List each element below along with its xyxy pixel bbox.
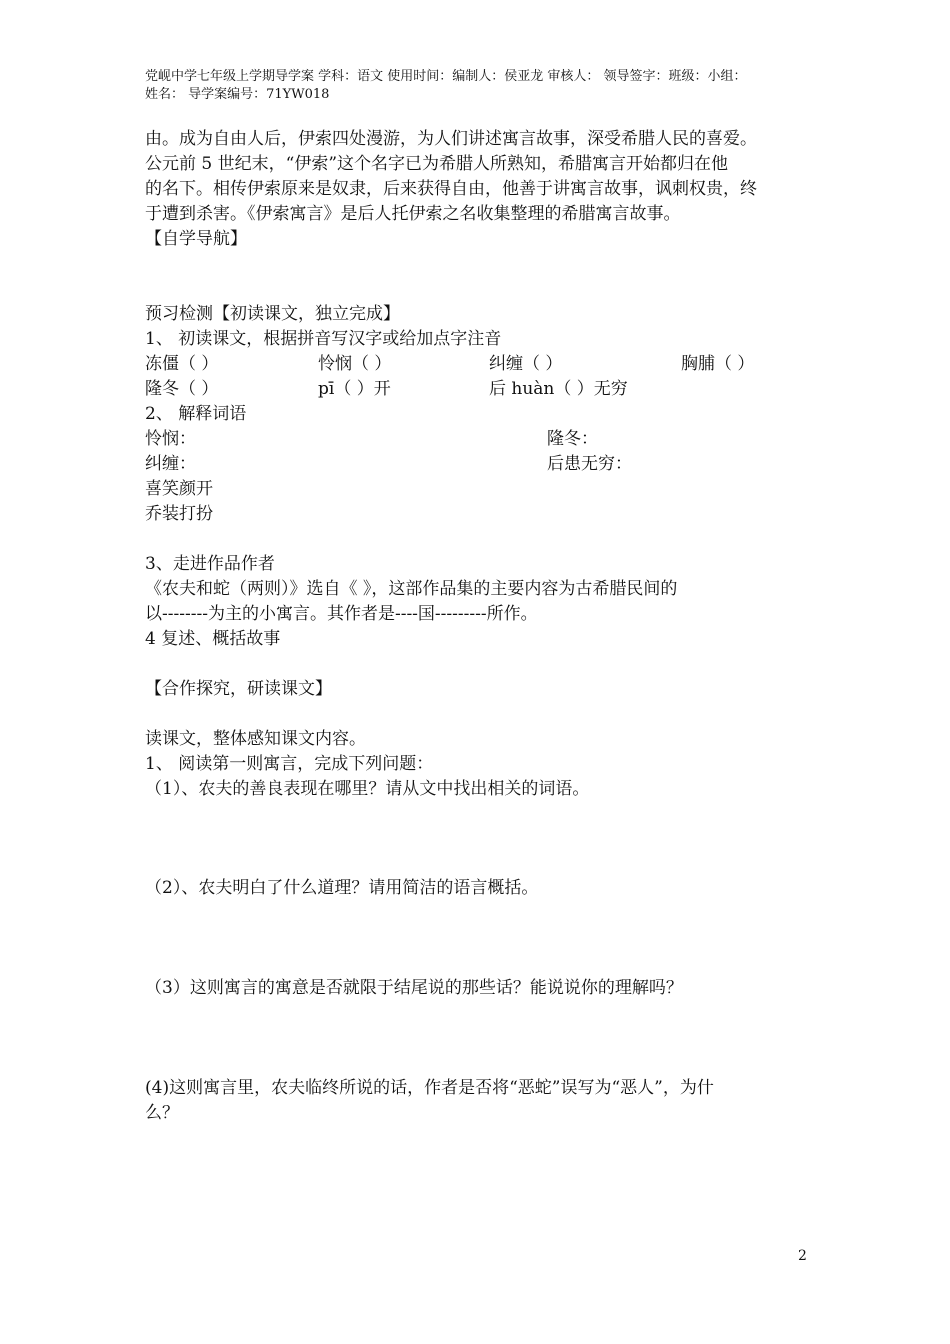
term-houhuanwuqiong: 后患无穷： <box>547 454 632 474</box>
question-4-title: 4 复述、概括故事 <box>145 629 281 649</box>
page-header <box>145 68 825 104</box>
pinyin-item-longdong: 隆冬（ ） <box>145 379 219 399</box>
sub-question-2: （2）、农夫明白了什么道理？请用简洁的语言概括。 <box>145 878 539 898</box>
cooperation-heading: 【合作探究，研读课文】 <box>145 679 332 699</box>
pinyin-item-houhuan: 后 huàn（ ）无穷 <box>489 379 628 399</box>
pinyin-item-dongjiang: 冻僵（ ） <box>145 354 219 374</box>
preview-heading: 预习检测【初读课文，独立完成】 <box>145 304 400 324</box>
page-number: 2 <box>798 1248 807 1264</box>
term-qiaozhuangdaban: 乔装打扮 <box>145 504 213 524</box>
intro-line-2: 公元前 5 世纪末，“伊索”这个名字已为希腊人所熟知，希腊寓言开始都归在他 <box>145 154 729 174</box>
sub-question-4-line-2: 么？ <box>145 1103 179 1123</box>
intro-line-1: 由。成为自由人后，伊索四处漫游，为人们讲述寓言故事，深受希腊人民的喜爱。 <box>145 129 757 149</box>
intro-line-4: 于遭到杀害。《伊索寓言》是后人托伊索之名收集整理的希腊寓言故事。 <box>145 204 681 224</box>
intro-line-3: 的名下。相传伊索原来是奴隶，后来获得自由，他善于讲寓言故事，讽刺权贵，终 <box>145 179 757 199</box>
header-line-2: 姓名： 导学案编号：71YW018 <box>145 87 330 102</box>
pinyin-item-pikai: pī（ ）开 <box>318 379 391 399</box>
reading-question-1: 1、 阅读第一则寓言，完成下列问题： <box>145 754 434 774</box>
pinyin-item-xiongpu: 胸脯（ ） <box>681 354 755 374</box>
question-3-title: 3、走进作品作者 <box>145 554 275 574</box>
pinyin-item-jiuchan: 纠缠（ ） <box>489 354 563 374</box>
term-longdong: 隆冬： <box>547 429 598 449</box>
sub-question-4-line-1: (4)这则寓言里，农夫临终所说的话，作者是否将“恶蛇”误写为“恶人”，为什 <box>145 1078 714 1098</box>
sub-question-3: （3）这则寓言的寓意是否就限于结尾说的那些话？能说说你的理解吗？ <box>145 978 683 998</box>
question-2-title: 2、 解释词语 <box>145 404 247 424</box>
sub-question-1: （1）、农夫的善良表现在哪里？请从文中找出相关的词语。 <box>145 779 590 799</box>
header-line-1: 党岘中学七年级上学期导学案 学科：语文 使用时间：编制人：侯亚龙 审核人： 领导签字：班级：小组： <box>145 69 747 84</box>
term-jiuchan: 纠缠： <box>145 454 196 474</box>
question-1-title: 1、 初读课文，根据拼音写汉字或给加点字注音 <box>145 329 502 349</box>
term-xixiaoyankai: 喜笑颜开 <box>145 479 213 499</box>
pinyin-item-lianmin: 怜悯（ ） <box>318 354 392 374</box>
question-3-line-2: 以--------为主的小寓言。其作者是----国---------所作。 <box>145 604 538 624</box>
question-3-line-1: 《农夫和蛇（两则）》选自《 》，这部作品集的主要内容为古希腊民间的 <box>145 579 678 599</box>
term-lianmin: 怜悯： <box>145 429 196 449</box>
read-text-instruction: 读课文，整体感知课文内容。 <box>145 729 366 749</box>
self-study-heading: 【自学导航】 <box>145 229 247 249</box>
